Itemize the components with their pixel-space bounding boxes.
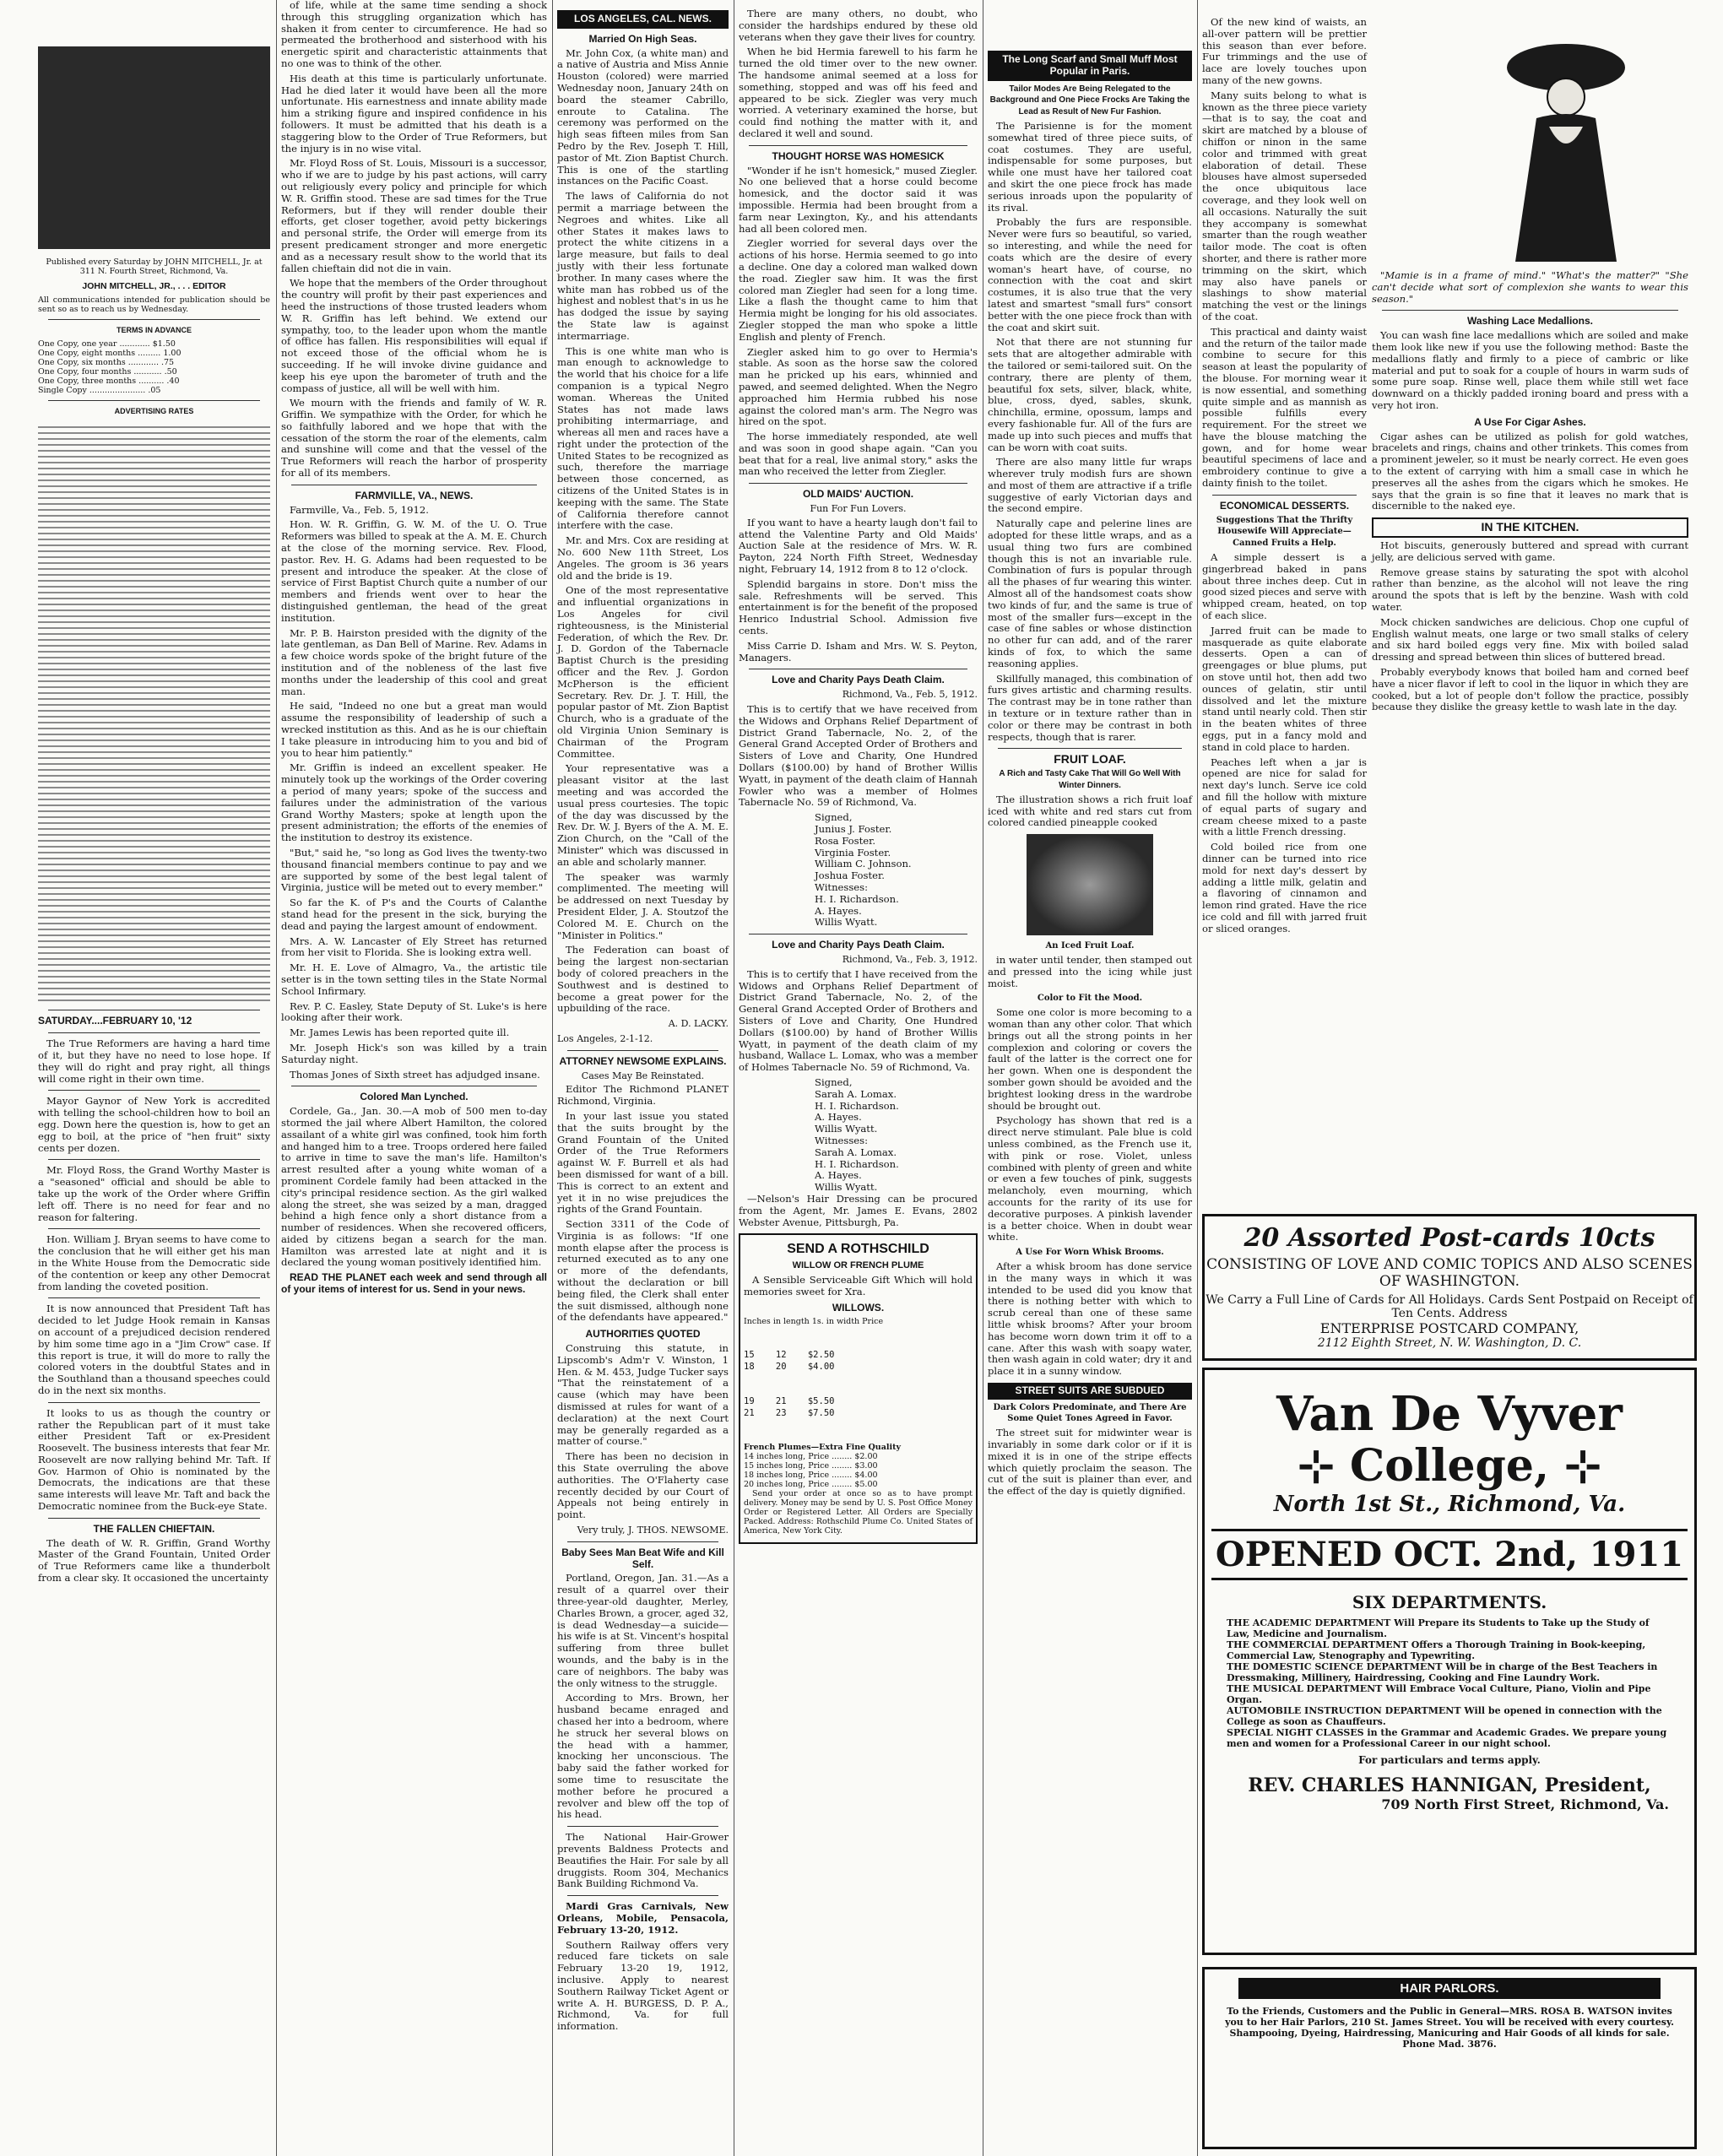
auction-sig: Miss Carrie D. Isham and Mrs. W. S. Peyton, Managers.	[739, 639, 978, 664]
editorial-1: The True Reformers are having a hard time of it, but they have no need to lose hope. If they will do right and pray right, all things will come right in their own time.	[38, 1037, 270, 1085]
griffin-4: We hope that the members of the Order throughout the country will profit by their past experiences and heed the instructions of those trusted leaders whom W. R. Griffin has left behind. We extend our sympathy, too, to the leader upon whom the mantle of office has fallen. His responsibilities will equal if not exceed those of the official whom he is succeeding. If he will invoke divine guidance and keep his eye upon the barometer of truth and the compass of justice, all will be well with him.	[281, 277, 547, 394]
farmville-p: Farmville, Va., Feb. 5, 1912.	[290, 503, 429, 516]
farmville-p: Mr. Joseph Hick's son was killed by a train Saturday night.	[281, 1041, 547, 1065]
horse-p: "Wonder if he isn't homesick," mused Ziegler. No one believed that a horse could become homesick, and the doctor said it was impossible. Hermia had been brought from a farm near Lexington, Ky., and his attendants had all been colored men.	[739, 164, 978, 235]
love-text: This is to certify that we have received from the Widows and Orphans Relief Department of District Grand Tabernacle, No. 2, of the General Grand Accepted Order of Brothers and Sisters of Love and Charity, One Hundred Dollars ($100.00) by hand of Brother Willis Wyatt, in payment of the death claim of Hannah Fowler who was a member of Holmes Tabernacle No. 59 of Richmond, Va.	[739, 703, 978, 809]
griffin-5: We mourn with the friends and family of W. R. Griffin. We sympathize with the Order, for which he so faithfully labored and we hope that with the cessation of the storm the roar of the elements, calm and sunshine will come and that the vessel of the True Reformers will reach the harbor of prosperity for all of its members.	[281, 397, 547, 479]
ashes-text: Cigar ashes can be utilized as polish for gold watches, bracelets and rings, chains and other trinkets. This comes from a prominent jeweler, so it must be nearly correct. He even goes to the extent of carrying with him a small case in which he preserves all the ashes from the cigars which he smokes. He says that the grain is so fine that it leaves no mark that is discernible to the naked eye.	[1372, 430, 1688, 512]
column-7	[1372, 0, 1688, 1182]
rothschild-heading: SEND A ROTHSCHILD	[787, 1242, 929, 1257]
iced-text: in water until tender, then stamped out and pressed into the icing while just moist.	[988, 954, 1192, 989]
attorney-p: In your last issue you stated that the suits brought by the Grand Fountain of the United Order of the True Reformers against W. F. Burrell et als had been dismissed for want of a bill. This is correct to an extent and yet it in no wise prejudices the rights of the Grand Fountain.	[557, 1109, 729, 1216]
vdv-president: REV. CHARLES HANNIGAN, President,	[1248, 1774, 1651, 1796]
date-line: SATURDAY....FEBRUARY 10, '12	[38, 1015, 192, 1027]
nelson-ad: —Nelson's Hair Dressing can be procured from the Agent, Mr. James E. Evans, 2802 Webster Avenue, Pittsburgh, Pa.	[739, 1192, 978, 1228]
farmville-p: Mr. Griffin is indeed an excellent speaker. He minutely took up the workings of the Order covering a period of many years; spoke of the success and failures under the administration of the various Grand Worthy Masters; spoke at length upon the present administration; the efforts of the enemies of the institution to destroy its existence.	[281, 761, 547, 844]
paris-heading: The Long Scarf and Small Muff Most Popular in Paris.	[988, 51, 1192, 81]
kitchen-p: Remove grease stains by saturating the spot with alcohol rather than benzine, as the alcohol will not leave the ring around the spots that is left by the benzine. Wash with cold water.	[1372, 566, 1688, 613]
terms-heading: TERMS IN ADVANCE	[116, 325, 192, 334]
postcard-ad	[1202, 1214, 1697, 1361]
love-signers: Signed, Junius J. Foster. Rosa Foster. Virginia Foster. William C. Johnson. Joshua Foster. Witnesses: H. I. Richardson. A. Hayes. Willis Wyatt.	[815, 811, 912, 929]
mamie-caption: "Mamie is in a frame of mind." "What's the matter?" "She can't decide what sort of complexion she wants to wear this season."	[1372, 269, 1688, 305]
econ-heading: ECONOMICAL DESSERTS.	[1219, 499, 1350, 512]
baby-p: According to Mrs. Brown, her husband became enraged and chased her into a bedroom, where he struck her several blows on the head with a hammer, knocking her unconscious. The baby said the father worked for some time to resuscitate the mother before he procured a revolver and blew off the top of his head.	[557, 1692, 729, 1821]
married-p: One of the most representative and influential organizations in Los Angeles for civil righteousness, is the Ministerial Federation, of which the Rev. Dr. J. D. Gordon of the Tabernacle Baptist Church is the presiding officer and the Rev. J. Gordon McPherson is the efficient Secretary. Rev. Dr. J. T. Hill, the popular pastor of Mt. Zion Baptist Church, who is a graduate of the old Virginia Union Seminary is Chairman of the Program Committee.	[557, 584, 729, 760]
fallen-heading: THE FALLEN CHIEFTAIN.	[93, 1522, 215, 1535]
vdv-departments: SIX DEPARTMENTS.	[1352, 1592, 1547, 1612]
married-p: The speaker was warmly complimented. The meeting will be addressed on next Tuesday by President Elder, J. A. Stoutzof the Colored M. E. Church on the "Minister in Politics."	[557, 870, 729, 941]
column-6	[1202, 0, 1367, 1199]
lace-heading: Washing Lace Medallions.	[1467, 315, 1593, 328]
column-3	[557, 0, 729, 2156]
vdv-opened: OPENED OCT. 2nd, 1911	[1211, 1529, 1688, 1580]
kitchen-p: Hot biscuits, generously buttered and spread with currant jelly, are delicious served with game.	[1372, 539, 1688, 563]
love2-date: Richmond, Va., Feb. 3, 1912.	[842, 953, 978, 965]
fruit-sub: A Rich and Tasty Cake That Will Go Well With Winter Dinners.	[999, 769, 1181, 791]
column-1	[38, 0, 270, 2156]
auction-p: Splendid bargains in store. Don't miss the sale. Refreshments will be served. This entertainment is for the benefit of the proposed Henrico Industrial School. Admission five cents.	[739, 577, 978, 637]
rothschild-footer: Send your order at once so as to have prompt delivery. Money may be send by U. S. Post Office Money Order or Registered Letter. All Orders are Specially Packed. Address: Rothschild Plume Co. United States of America, New York City.	[744, 1489, 973, 1536]
authorities-p: Construing this statute, in Lipscomb's Adm'r V. Winston, 1 Hen. & M. 453, Judge Tucker says "That the reinstatement of a cause (which may have been dismissed at rules for want of a declaration) at the next Court may be generally regarded as a matter of course."	[557, 1342, 729, 1448]
attorney-p: Editor The Richmond PLANET Richmond, Virginia.	[557, 1083, 729, 1108]
editor-line: JOHN MITCHELL, JR., . . . EDITOR	[82, 281, 226, 291]
married-p: The Federation can boast of being the largest non-sectarian body of colored preachers in the Southwest and is destined to become a great power for the upbuilding of the race.	[557, 944, 729, 1015]
econ-p: Jarred fruit can be made to masquerade as quite elaborate desserts. Open a can of greengages or blue plums, put on stove until hot, then add two ounces of gelatin, stir until dissolved and let the mixture stand until nearly cold. Then stir in the beaten whites of three eggs, put in a fancy mold and stand in cold place to harden.	[1202, 624, 1367, 753]
mast-plate	[38, 46, 270, 249]
married-sig-2: Los Angeles, 2-1-12.	[557, 1032, 653, 1044]
vdv-address: North 1st St., Richmond, Va.	[1273, 1492, 1626, 1517]
fashion-figure-icon	[1372, 17, 1688, 270]
postcard-heading: 20 Assorted Post-cards 10cts	[1243, 1223, 1655, 1253]
vdv-particulars: For particulars and terms apply.	[1358, 1754, 1541, 1766]
farmville-heading: FARMVILLE, VA., NEWS.	[355, 489, 474, 501]
column-2	[281, 0, 547, 2156]
attorney-heading: ATTORNEY NEWSOME EXPLAINS.	[559, 1054, 727, 1067]
ashes-heading: A Use For Cigar Ashes.	[1474, 415, 1586, 428]
fleur-left-icon: ⊹	[1298, 1440, 1335, 1492]
street-text: The street suit for midwinter wear is invariably in some dark color or if it is mixed it is in one of the stripe effects which quietly proclaim the season. The cut of the suit is plainer than ever, and the effect of the day is quietly dignified.	[988, 1427, 1192, 1498]
communications-note: All communications intended for publication should be sent so as to reach us by Wednesday.	[38, 295, 270, 314]
willows-cols: Inches in length 1s. in width Price	[744, 1317, 884, 1327]
griffin-2: His death at this time is particularly unfortunate. Had he died later it would have been all the more unfortunate. His earnestness and innate ability made him a striking figure and inspired confidence in his followers. It must be admitted that his death is a staggering blow to the Order of True Reformers, but the injury is in no wise vital.	[281, 72, 547, 154]
econ-sub: Suggestions That the Thrifty Housewife Will Appreciate—Canned Fruits a Help.	[1216, 515, 1353, 549]
postcard-line1: CONSISTING OF LOVE AND COMIC TOPICS AND ALSO SCENES OF WASHINGTON.	[1206, 1256, 1693, 1290]
postcard-company: ENTERPRISE POSTCARD COMPANY,	[1319, 1320, 1579, 1336]
love2-heading: Love and Charity Pays Death Claim.	[772, 939, 945, 951]
street-sub: Dark Colors Predominate, and There Are Some Quiet Tones Agreed in Favor.	[993, 1402, 1187, 1424]
lynched-heading: Colored Man Lynched.	[360, 1091, 469, 1103]
fruit-loaf-illustration	[1027, 834, 1153, 935]
love-heading: Love and Charity Pays Death Claim.	[772, 674, 945, 686]
willows-heading: WILLOWS.	[832, 1302, 885, 1314]
fine-print-block	[38, 422, 270, 1005]
editorial-4: Hon. William J. Bryan seems to have come to the conclusion that he will either get his man in the White House from the Democratic side of the contention or keep any other Democrat from landing the coveted position.	[38, 1233, 270, 1292]
read-planet: READ THE PLANET each week and send through all of your items of interest for us. Send in your news.	[281, 1271, 547, 1296]
farmville-p: Thomas Jones of Sixth street has adjudged insane.	[290, 1068, 540, 1081]
fruit-text: The illustration shows a rich fruit loaf iced with white and red stars cut from colored candied pineapple cooked	[988, 793, 1192, 829]
advertising-heading: ADVERTISING RATES	[114, 406, 194, 415]
married-p: Mr. John Cox, (a white man) and a native of Austria and Miss Annie Houston (colored) were married Wednesday noon, January 24th on board the steamer Cabrillo, enroute to Catalina. The ceremony was performed on the high seas fifteen miles from San Pedro by the Rev. Joseph T. Hill, pastor of Mt. Zion Baptist Church. This is one of the startling instances on the Pacific Coast.	[557, 46, 729, 187]
horse-p: The horse immediately responded, ate well and was soon in good shape again. "Can you beat that for a real, live animal story," asks the man who received the letter from Ziegler.	[739, 431, 978, 478]
hair-text: To the Friends, Customers and the Public in General—MRS. ROSA B. WATSON invites you to her Hair Parlors, 210 St. James Street. You will be received with every courtesy. Shampooing, Dyeing, Hairdressing, Manicuring and Hair Goods of all kinds for sale. Phone Mad. 3876.	[1225, 2006, 1674, 2050]
fruit-heading: FRUIT LOAF.	[1054, 752, 1126, 767]
married-p: This is one white man who is man enough to acknowledge to the world that his choice for a life companion is a typical Negro woman. Whereas the United States has not made laws prohibiting intermarriage, and whereas all men and races have a right under the protection of the United States to be recognized as such, therefore the marriage between those concerned, as citizens of the United States is in keeping with the same. The State of California therefore cannot interfere with the case.	[557, 344, 729, 532]
griffin-1: of life, while at the same time sending a shock through this struggling organization which has shaken it from center to circumference. He had so permeated the brotherhood and sisterhood with his energetic spirit and characteristic attainments that no one was to think of the other.	[281, 0, 547, 69]
waists-p: Of the new kind of waists, an all-over pattern will be prettier this season than ever before. Fur trimmings and the use of lace are lovely touches upon many of the new gowns.	[1202, 16, 1367, 86]
published-line: Published every Saturday by JOHN MITCHELL, Jr. at 311 N. Fourth Street, Richmond, Va.	[46, 257, 263, 276]
authorities-heading: AUTHORITIES QUOTED	[585, 1328, 701, 1341]
color-p: Some one color is more becoming to a woman than any other color. That which brings out all the strong points in her complexion and coloring or covers the fault of the latter is the correct one for her gown. When one is despondent the somber gown should be avoided and the brightest looking dress in the wardrobe should be brought out.	[988, 1006, 1192, 1112]
rothschild-ad	[739, 1233, 978, 1544]
farmville-p: Mr. P. B. Hairston presided with the dignity of the late gentleman, as Dan Bell of Marine. Rev. Adams in a few choice words spoke of the bright future of the institution and of the nobleness of the last five months under the leadership of this cool and great man.	[281, 626, 547, 697]
lynched-text: Cordele, Ga., Jan. 30.—A mob of 500 men to-day stormed the jail where Albert Hamilton, the colored assailant of a white girl was confined, took him forth and hanged him to a tree. Troops ordered here failed to arrive in time to save the man's life. Hamilton's arrest resulted after a young white woman of a prominent Cordele family had been attacked in the city's principal residence section. As the girl walked along the street, she was seized by a man, dragged behind a high fence only a short distance from a number of residences. When she recovered officers, aided by citizens began a search for the man. Hamilton was arrested late at night and it is declared the young woman positively identified him.	[281, 1105, 547, 1269]
hair-heading: HAIR PARLORS.	[1238, 1978, 1661, 1999]
editorial-3: Mr. Floyd Ross, the Grand Worthy Master is a "seasoned" official and should be able to take up the work of the Order where Griffin left off. There is no need for fear and no reason for faltering.	[38, 1164, 270, 1223]
baby-p: Portland, Oregon, Jan. 31.—As a result of a quarrel over their three-year-old daughter, Merley, Charles Brown, a grocer, aged 32, is dead Wednesday—a suicide—his wife is at St. Vincent's hospital suffering from three bullet wounds, and the baby is in the care of neighbors. The baby was the only witness to the struggle.	[557, 1572, 729, 1689]
love2-text: This is to certify that I have received from the Widows and Orphans Relief Department of District Grand Tabernacle, No. 2, of the General Grand Accepted Order of Brothers and Sisters of Love and Charity, One Hundred Dollars ($100.00) by hand of Brother Willis Wyatt, in payment of the death claim of my husband, Wallace L. Lomax, who was a member of Holmes Tabernacle No. 59 of Richmond, Va.	[739, 967, 978, 1074]
horse-heading: THOUGHT HORSE WAS HOMESICK	[772, 149, 945, 162]
auction-p: If you want to have a hearty laugh don't fail to attend the Valentine Party and Old Maids' Auction Sale at the residence of Mrs. W. R. Payton, 224 North Fifth Street, Wednesday night, February 14, 1912 from 8 to 12 o'clock.	[739, 516, 978, 576]
brooms-text: After a whisk broom has done service in the many ways in which it was intended to be used did you know that there is nothing better with which to scrub cereal than one of these same little whisk brooms? After your broom has become worn down trim it off to a cane. After this wash with soapy water, then wash again in cold water; dry it and place it in a sunny window.	[988, 1259, 1192, 1378]
lace-text: You can wash fine lace medallions which are soiled and make them look like new if you use the following method: Baste the medallions flatly and firmly to a piece of cambric or like material and put to soak for a couple of hours in warm suds of some pure soap. Rinse well, place them while still wet face downward on a thickly padded ironing board and press with a very hot iron.	[1372, 329, 1688, 411]
attorney-p: Section 3311 of the Code of Virginia is as follows: "If one month elapse after the process is returned executed as to any one or more of the defendants, without the declaration or bill being filed, the Clerk shall enter the suit dismissed, although none of the defendants have appeared."	[557, 1218, 729, 1324]
farmville-p: "But," said he, "so long as God lives the twenty-two thousand financial members continue to pay and we are supported by some of the best legal talent of Virginia, justice will be meted out to every member."	[281, 846, 547, 894]
paris-p: There are also many little fur wraps wherever truly modish furs are shown and most of them are attractive if a trifle suggestive of early Victorian days and the second empire.	[988, 456, 1192, 515]
horse-intro: When he bid Hermia farewell to his farm he turned the old timer over to the new owner. The handsome animal seemed at a loss for something, stopped and was off his feed and appeared to be sick. Ziegler was very much worried. A veterinary examined the horse, but could find nothing the matter with it, and declared it well and sound.	[739, 46, 978, 139]
farmville-p: He said, "Indeed no one but a great man would assume the responsibility of leadership of such a wrecked institution as this. And as he is our chieftain I take pleasure in introducing him to you and bid of you to hear him patiently."	[281, 700, 547, 759]
married-heading: Married On High Seas.	[588, 32, 697, 45]
postcard-address: 2112 Eighth Street, N. W. Washington, D. C.	[1317, 1336, 1582, 1350]
hairgrower-ad: The National Hair-Grower prevents Baldness Protects and Beautifies the Hair. For sale by all druggists. Room 304, Mechanics Bank Building Richmond Va.	[557, 1831, 729, 1890]
farmville-p: So far the K. of P's and the Courts of Calanthe stand head for the present in the sick, burying the dead and paying the largest amount of endowment.	[281, 897, 547, 932]
waists-p: Many suits belong to what is known as the three piece variety—that is to say, the coat and skirt are matched by a blouse of chiffon or ninon in the same color and trimmed with great elaboration of detail. These blouses have almost superseded the once ubiquitous lace coverage, and they look well on all occasions. Naturally the suit they accompany is somewhat smarter than the rough weather tailor mode. The coat is often shorter, and there is rather more trimming on the skirt, which may also have panels or slashings to show material matching the vest or the linings of the coat.	[1202, 89, 1367, 322]
hairparlors-ad	[1202, 1967, 1697, 2149]
paris-p: Skillfully managed, this combination of furs gives artistic and charming results. The contrast may be in tone rather than in texture or in texture rather than in color or there may be contrast in both respects, though that is rarer.	[988, 672, 1192, 743]
vdv-dept-list: THE ACADEMIC DEPARTMENT Will Prepare its Students to Take up the Study of Law, Medicine and Journalism. THE COMMERCIAL DEPARTMENT Offers a Thorough Training in Book-keeping, Commercial Law, Stenography and Typewriting. THE DOMESTIC SCIENCE DEPARTMENT Will be in charge of the Best Teachers in Dressmaking, Millinery, Hairdressing, Cooking and Fine Laundry Work. THE MUSICAL DEPARTMENT Will Embrace Vocal Culture, Piano, Violin and Pipe Organ. AUTOMOBILE INSTRUCTION DEPARTMENT Will be opened in connection with the College as soon as Chauffeurs. SPECIAL NIGHT CLASSES in the Grammar and Academic Grades. We prepare young men and women for a Professional Career in our night school.	[1227, 1617, 1667, 1749]
vdv-pres-address: 709 North First Street, Richmond, Va.	[1381, 1796, 1669, 1812]
editorial-5: It is now announced that President Taft has decided to let Judge Hook remain in Kansas on account of a prejudiced decision rendered by him some time ago in a "Jim Crow" case. If this report is true, it will do more to rally the colored voters in the doubtful States and in the Southland than a thousand speeches could do in the next six months.	[38, 1303, 270, 1396]
column-4	[739, 0, 978, 2156]
econ-p: Cold boiled rice from one dinner can be turned into rice mold for next day's dessert by adding a little milk, gelatin and a flavoring of cinnamon and lemon rind grated. Have the rice ice cold and fill with jarred fruit or sliced oranges.	[1202, 841, 1367, 934]
kitchen-heading: IN THE KITCHEN.	[1372, 517, 1688, 538]
vandevyver-ad	[1202, 1368, 1697, 1955]
farmville-p: Hon. W. R. Griffin, G. W. M. of the U. O. True Reformers was billed to speak at the A. M. E. Church at the close of the morning service. Rev. Flood, pastor. Rev. H. G. Adams had been requested to be present and introduce the speaker. At the close of service of First Baptist Church quite a number of our members and friends went over to hear the distinguished gentleman, the head of the great institution.	[281, 518, 547, 624]
waists-p: This practical and dainty waist and the return of the tailor made combine to secure for this season at least the popularity of the blouse. For morning wear it is now essential, and something quite simple and as mannish as possible fulfills every requirement. For the street we have the blouse matching the gown, and for home wear beautiful specimens of lace and embroidery continue to give a dainty finish to the toilet.	[1202, 325, 1367, 490]
attorney-sub: Cases May Be Reinstated.	[581, 1070, 705, 1081]
horse-p: Ziegler worried for several days over the actions of his horse. Hermia seemed to go into a decline. One day a colored man walked down the road. Ziegler saw him. It was the first colored man Ziegler had seen for a long time. Like a flash the thought came to him that Hermia might be longing for his old associates. Ziegler stopped the man who spoke a little English and plenty of French.	[739, 237, 978, 343]
column-5	[988, 0, 1192, 1498]
authorities-sig: Very truly, J. THOS. NEWSOME.	[577, 1525, 729, 1536]
farmville-p: Mr. H. E. Love of Almagro, Va., the artistic tile setter is in the town setting tiles in the State Normal School Infirmary.	[281, 962, 547, 997]
married-p: Your representative was a pleasant visitor at the last meeting and was accorded the usual press courtesies. The topic of the day was discussed by the Rev. Dr. W. J. Byers of the A. M. E. Zion Church, on the "Call of the Minister" which was discussed in an able and scholarly manner.	[557, 762, 729, 868]
editorial-2: Mayor Gaynor of New York is accredited with telling the school-children how to boil an egg. Down here the question is, how to get an egg to boil, at the price of "hen fruit" sixty cents per dozen.	[38, 1095, 270, 1154]
kitchen-p: Mock chicken sandwiches are delicious. Chop one cupful of English walnut meats, one large or two small stalks of celery and six hard boiled eggs very fine. Mix with boiled salad dressing and spread between thin slices of buttered bread.	[1372, 615, 1688, 664]
farmville-p: Rev. P. C. Easley, State Deputy of St. Luke's is here looking after their work.	[281, 999, 547, 1024]
griffin-3: Mr. Floyd Ross of St. Louis, Missouri is a successor, who if we are to judge by his past actions, will carry out religiously every policy and principle for which W. R. Griffin stood. These are sad times for the True Reformers, but if they will render double their efforts, get closer together, avoid petty bickerings and personal strife, the Order will emerge from its present predicament stronger and more energetic and as a necessary result show to the world that its fallen chieftain did not die in vain.	[281, 157, 547, 274]
fallen-text: The death of W. R. Griffin, Grand Worthy Master of the Grand Fountain, United Order of True Reformers came like a thunderbolt from a clear sky. It occasioned the uncertainty	[38, 1536, 270, 1584]
french-plumes: French Plumes—Extra Fine Quality 14 inches long, Price ........ $2.00 15 inches long, Price ........ $3.00 18 inches long, Price ........ $4.00 20 inches long, Price ........ $5.00	[744, 1443, 901, 1490]
willows-table: 15 12 $2.50 18 20 $4.00 19 21 $5.50 21 23 $7.50	[744, 1349, 835, 1418]
editorial-6: It looks to us as though the country or rather the Republican part of it must take either President Taft or ex-President Roosevelt. The business interests that fear Mr. Roosevelt are now rallying behind Mr. Taft. If Gov. Harmon of Ohio is nominated by the Democrats, the indications are that these same interests will leave Mr. Taft and back the Democratic nominee from the Buck-eye State.	[38, 1406, 270, 1513]
la-heading: LOS ANGELES, CAL. NEWS.	[557, 10, 729, 29]
married-p: The laws of California do not permit a marriage between the Negroes and whites. Like all other States it makes laws to protect the white citizens in a large measure, but fails to deal justly with their less fortunate brother. In many cases where the white man has robbed us of the highest and noblest that's in us he has dodged the issue by saying the State law is against intermarriage.	[557, 190, 729, 342]
terms-list: One Copy, one year ............ $1.50 One Copy, eight months ......... 1.00 One Copy, six months ............ .75 One Copy, four months ........... .50 One Copy, three months .......... .40 Single Copy ...................... .05	[38, 339, 182, 395]
baby-heading: Baby Sees Man Beat Wife and Kill Self.	[561, 1546, 724, 1570]
vdv-title: Van De Vyver	[1276, 1386, 1623, 1442]
paris-p: Probably the furs are responsible. Never were furs so beautiful, so varied, so interesting, and while the need for coats which are the desire of every woman's heart have, of course, no connection with the coat and skirt costumes, it is also true that the very latest and smartest "small furs" consort better with the one piece frock than with the coat and skirt suit.	[988, 216, 1192, 333]
paris-p: The Parisienne is for the moment somewhat tired of three piece suits, of coat costumes. They are useful, indispensable for some purposes, but while one must have her tailored coat and skirt the one piece frock has made serious inroads upon the popularity of its rival.	[988, 119, 1192, 214]
paris-p: Not that there are not stunning fur sets that are altogether admirable with the tailored or semi-tailored suit. On the contrary, there are plenty of them, beautiful fox sets, silver, black, white, blue, cross, dyed, sables, skunk, chinchilla, ermine, opossum, lamps and every fashionable fur. All of the furs are made up into such pieces and muffs that can be worn with coat suits.	[988, 336, 1192, 453]
paris-p: Naturally cape and pelerine lines are adopted for these little wraps, and as a usual thing two furs are combined though this is not an invariable rule. Combination of furs is popular through all the phases of fur wearing this winter. Almost all of the handsomest coats show two kinds of fur, and the same is true of most of the smaller furs—except in the case of fine sables or whose distinction no other fur can add, and of the rarer kinds of fox, to which the same reasoning applies.	[988, 517, 1192, 669]
southern-railway: Southern Railway offers very reduced fare tickets on sale February 13-20 19, 1912, inclusive. Apply to nearest Southern Railway Ticket Agent or write A. H. BURGESS, D. P. A., Richmond, Va. for full information.	[557, 1938, 729, 2033]
love2-signers: Signed, Sarah A. Lomax. H. I. Richardson. A. Hayes. Willis Wyatt. Witnesses: Sarah A. Lomax. H. I. Richardson. A. Hayes. Willis Wyatt.	[815, 1075, 899, 1194]
horse-p: Ziegler asked him to go over to Hermia's stable. As soon as the horse saw the colored man he pricked up his ears, whinnied and pawed, and seemed delighted. When the Negro approached him Hermia rubbed his nose against the colored man's arm. The Negro was hired on the spot.	[739, 345, 978, 428]
rothschild-sub: WILLOW OR FRENCH PLUME	[792, 1260, 924, 1271]
rothschild-text: A Sensible Serviceable Gift Which will hold memories sweet for Xra.	[744, 1273, 973, 1297]
authorities-p: There has been no decision in this State overruling the above authorities. The O'Flaherty case recently decided by our Court of Appeals not being entirely in point.	[557, 1450, 729, 1521]
color-heading: Color to Fit the Mood.	[1037, 994, 1143, 1004]
iced-caption: An Iced Fruit Loaf.	[1045, 941, 1135, 951]
farmville-p: Mr. James Lewis has been reported quite ill.	[290, 1027, 510, 1039]
horse-intro: There are many others, no doubt, who consider the hardships endured by these old veterans when they gave their lives for country.	[739, 8, 978, 43]
auction-heading: OLD MAIDS' AUCTION.	[802, 488, 914, 501]
vdv-college: ⊹ College, ⊹	[1298, 1440, 1601, 1492]
econ-p: Peaches left when a jar is opened are nice for salad for next day's lunch. Serve ice cold and fill the hollow with mixture of equal parts of sugary and cream cheese mixed to a paste with a little French dressing.	[1202, 756, 1367, 838]
woman-illustration	[1372, 17, 1688, 270]
fleur-right-icon: ⊹	[1564, 1440, 1601, 1492]
married-sig: A. D. LACKY.	[668, 1018, 729, 1030]
postcard-line2: We Carry a Full Line of Cards for All Holidays. Cards Sent Postpaid on Receipt of Ten Cents. Address	[1206, 1293, 1693, 1320]
kitchen-p: Probably everybody knows that boiled ham and corned beef have a nicer flavor if left to cool in the liquor in which they are cooked, but a lot of people don't follow the practice, possibly because they dislike the greasy kettle to wash late in the day.	[1372, 665, 1688, 713]
color-p: Psychology has shown that red is a direct nerve stimulant. Pale blue is cold unless combined, as the French use it, with pink or rose. Violet, unless combined with plenty of green and white or even a few touches of pink, suggests melancholy, even mourning, which accounts for the rarity of its use for decorative purposes. A pinkish lavender is a better choice. When in doubt wear white.	[988, 1114, 1192, 1243]
street-heading: STREET SUITS ARE SUBDUED	[988, 1383, 1192, 1400]
auction-sub: Fun For Fun Lovers.	[810, 503, 907, 515]
married-p: Mr. and Mrs. Cox are residing at No. 600 New 11th Street, Los Angeles. The groom is 36 years old and the bride is 19.	[557, 534, 729, 582]
paris-sub: Tailor Modes Are Being Relegated to the Background and One Piece Frocks Are Taking the Lead as Result of New Fur Fashion.	[989, 84, 1190, 117]
brooms-heading: A Use For Worn Whisk Brooms.	[1016, 1248, 1164, 1258]
farmville-p: Mrs. A. W. Lancaster of Ely Street has returned from her visit to Florida. She is looking extra well.	[281, 934, 547, 959]
econ-p: A simple dessert is a gingerbread baked in pans about three inches deep. Cut in good sized pieces and serve with whipped cream, heated, on top of each slice.	[1202, 551, 1367, 622]
love-date: Richmond, Va., Feb. 5, 1912.	[842, 689, 978, 701]
mardi-gras: Mardi Gras Carnivals, New Orleans, Mobile, Pensacola, February 13-20, 1912.	[557, 1900, 729, 1936]
